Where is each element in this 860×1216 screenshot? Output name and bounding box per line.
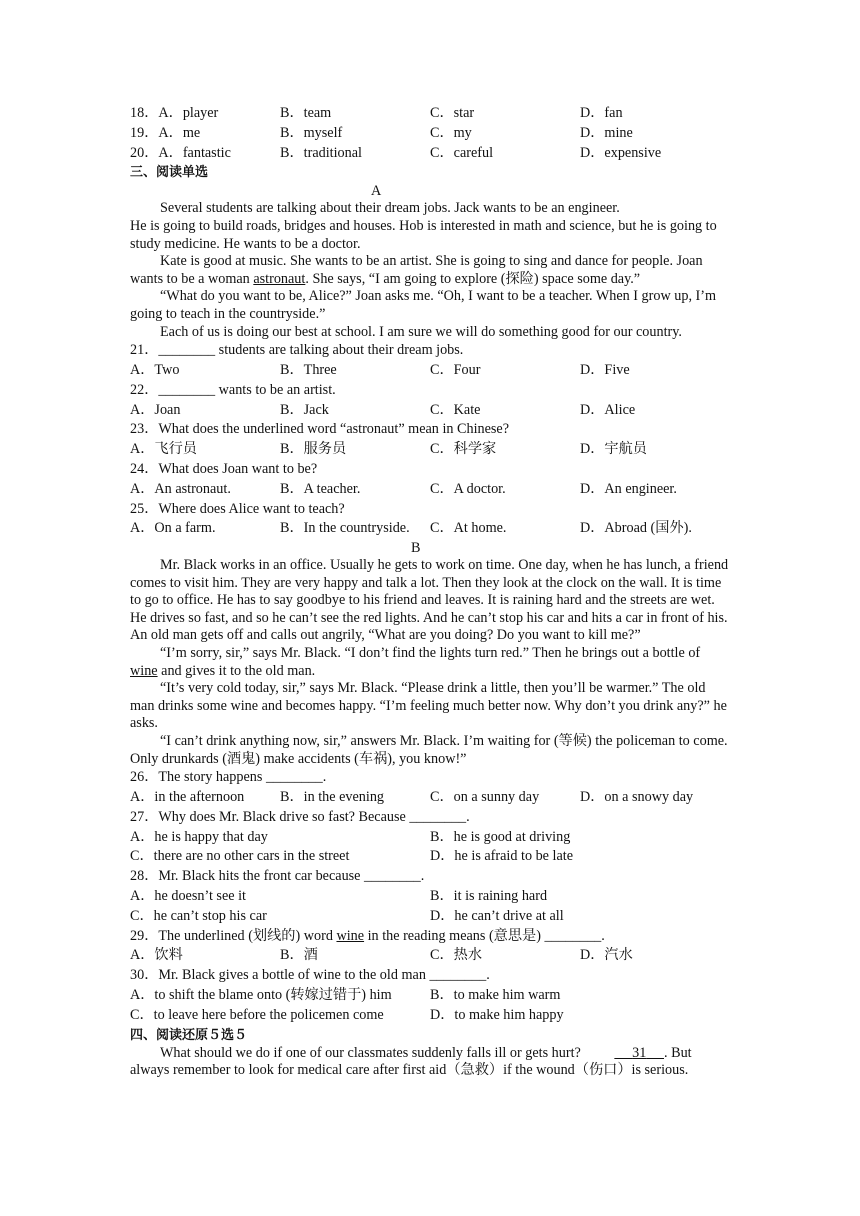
question-18-options: 18．A．player B．team C．star D．fan [130,104,730,124]
option-a[interactable]: A．An astronaut. [130,480,231,497]
option-d[interactable]: D．to make him happy [430,1006,564,1023]
question-24-options [130,480,730,500]
option-b[interactable]: B．it is raining hard [430,888,548,905]
option-d[interactable]: D．mine [580,124,633,141]
passage-b-paragraph-1: Mr. Black works in an office. Usually he gets to work on time. One day, when he has lunch, a friend comes to visit him. They are very happy and talk a lot. Then they look at the clock on the wall. It is time to go to office. He has to say goodbye to his friend and leaves. It is raining hard and the streets are wet. He drives so fast, and so he can’t see the red lights. And he can’t stop his car and hits a car in front of his. An old man gets off and calls out angrily, “What are you doing? Do you want to kill me?” [130,557,729,644]
question-29-stem: 29．The underlined (划线的) word wine in the reading means (意思是) ________. [130,927,605,944]
option-d[interactable]: D．on a snowy day [580,789,694,806]
question-25-options [130,519,730,539]
question-29-options [130,946,730,966]
option-b[interactable]: B．myself [280,124,343,141]
question-30-options-ab [130,986,730,1006]
passage-a-paragraph-3: “What do you want to be, Alice?” Joan asks me. “Oh, I want to be a teacher. When I grow up, I’m going to teach in the countryside.” [130,288,717,322]
option-a[interactable]: A．he is happy that day [130,828,268,845]
option-a[interactable]: A．he doesn’t see it [130,888,246,905]
passage-a-label: A [371,183,382,200]
option-c[interactable]: C．A doctor. [430,480,506,497]
question-21-stem: 21．________ students are talking about their dream jobs. [130,342,464,359]
option-b[interactable]: B．Jack [280,401,329,418]
passage-4-paragraph: What should we do if one of our classmates suddenly falls ill or gets hurt? 31 . But always remember to look for medical care after first aid（急救）if the wound（伤口）is serious. [130,1044,692,1079]
option-d[interactable]: D．An engineer. [580,480,677,497]
option-a[interactable]: A．飞行员 [130,441,197,458]
option-b[interactable]: B．he is good at driving [430,828,571,845]
question-19-options: 19．A．me B．myself C．my D．mine [130,124,730,144]
option-d[interactable]: D．he can’t drive at all [430,907,564,924]
option-b[interactable]: B．A teacher. [280,480,361,497]
option-d[interactable]: D．fan [580,105,623,121]
option-d[interactable]: D．expensive [580,144,662,161]
option-b[interactable]: B．服务员 [280,441,347,458]
passage-a-paragraph-1b: He is going to build roads, bridges and houses. Hob is interested in math and science, but he is going to study medicine. He wants to be a doctor. [130,217,717,252]
question-26-stem: 26．The story happens ________. [130,769,327,786]
option-c[interactable]: C．科学家 [430,441,497,458]
option-b[interactable]: B．Three [280,361,337,378]
option-d[interactable]: D．he is afraid to be late [430,848,574,865]
underlined-word-wine: wine [130,662,158,679]
option-b[interactable]: B．to make him warm [430,987,561,1003]
option-c[interactable]: C．At home. [430,520,507,537]
option-a[interactable]: A．me [158,124,201,141]
option-b[interactable]: B．traditional [280,144,362,161]
passage-b-label: B [411,540,421,557]
option-a[interactable]: A．Joan [130,401,181,418]
option-c[interactable]: C．to leave here before the policemen come [130,1006,384,1023]
section-4-title: 四、阅读还原５选５ [130,1027,248,1043]
option-d[interactable]: D．宇航员 [580,441,647,458]
option-a[interactable]: A．fantastic [158,144,231,161]
option-c[interactable]: C．he can’t stop his car [130,907,267,924]
option-b[interactable]: B．酒 [280,947,318,964]
option-c[interactable]: C．Four [430,361,481,378]
passage-b-paragraph-2: “I’m sorry, sir,” says Mr. Black. “I don’t find the lights turn red.” Then he brings out a bottle of wine and gives it to the old man. [130,645,701,679]
option-c[interactable]: C．star [430,105,475,121]
option-a[interactable]: A．饮料 [130,947,183,964]
question-23-options [130,440,730,460]
option-a[interactable]: A．player [158,105,219,121]
option-a[interactable]: A．On a farm. [130,520,216,537]
passage-a-paragraph-4: Each of us is doing our best at school. I am sure we will do something good for our country. [160,323,682,340]
option-c[interactable]: C．on a sunny day [430,789,540,806]
section-3-title: 三、阅读单选 [130,165,209,181]
question-24-stem: 24．What does Joan want to be? [130,460,318,477]
question-21-options [130,361,730,381]
option-a[interactable]: A．Two [130,361,180,378]
option-d[interactable]: D．Abroad (国外). [580,520,692,537]
question-28-options-ab [130,887,730,907]
underlined-word-astronaut: astronaut [253,270,306,287]
question-27-options-cd [130,847,730,867]
question-23-stem: 23．What does the underlined word “astronaut” mean in Chinese? [130,421,510,438]
worksheet-page [130,104,730,1080]
question-30-options-cd [130,1006,730,1026]
underlined-word-wine-ref: wine [336,927,365,944]
option-b[interactable]: B．in the evening [280,789,385,806]
passage-b-paragraph-3: “It’s very cold today, sir,” says Mr. Black. “Please drink a little, then you’ll be warmer.” The old man drinks some wine and becomes happy. “I’m feeling much better now. Why don’t you drink any?” he asks. [130,680,727,732]
question-27-stem: 27．Why does Mr. Black drive so fast? Because ________. [130,808,470,825]
passage-a-paragraph-1a: Several students are talking about their dream jobs. Jack wants to be an engineer. [160,200,620,217]
option-c[interactable]: C．Kate [430,401,481,418]
question-20-options: 20．A．fantastic B．traditional C．careful D．expensive [130,144,730,164]
question-28-stem: 28．Mr. Black hits the front car because ________. [130,868,425,885]
option-d[interactable]: D．Five [580,361,630,378]
blank-31[interactable]: 31 [632,1044,647,1061]
passage-b-paragraph-4: “I can’t drink anything now, sir,” answers Mr. Black. I’m waiting for (等候) the policeman to come. Only drunkards (酒鬼) make accidents (车祸), you know!” [130,733,728,767]
question-22-stem: 22．________ wants to be an artist. [130,381,336,398]
option-a[interactable]: A．to shift the blame onto (转嫁过错于) him [130,987,392,1003]
option-c[interactable]: C．热水 [430,947,483,964]
option-d[interactable]: D．汽水 [580,947,633,964]
option-b[interactable]: B．team [280,105,332,121]
question-28-options-cd [130,907,730,927]
question-25-stem: 25．Where does Alice want to teach? [130,500,345,517]
question-22-options [130,401,730,421]
option-c[interactable]: C．there are no other cars in the street [130,848,350,865]
question-26-options [130,788,730,808]
passage-a-paragraph-2: Kate is good at music. She wants to be an artist. She is going to sing and dance for people. Joan wants to be a woman astronaut. She says, “I am going to explore (探险) space some day.” [130,253,703,287]
option-b[interactable]: B．In the countryside. [280,520,410,537]
option-d[interactable]: D．Alice [580,401,636,418]
option-a[interactable]: A．in the afternoon [130,789,245,806]
option-c[interactable]: C．my [430,124,472,141]
question-30-stem: 30．Mr. Black gives a bottle of wine to the old man ________. [130,967,490,984]
question-27-options-ab [130,828,730,848]
option-c[interactable]: C．careful [430,144,494,161]
